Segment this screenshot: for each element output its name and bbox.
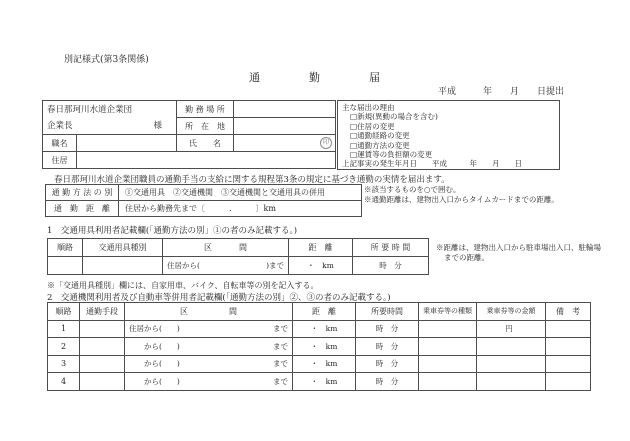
t2-row3-means-cell[interactable] <box>80 355 125 373</box>
t2-row4-no: 4 <box>48 373 80 391</box>
t2-col-route-order: 順路 <box>48 303 80 321</box>
location-input-cell[interactable] <box>234 118 336 135</box>
t2-row4-amount-cell[interactable] <box>477 373 546 391</box>
fact-occurrence-date-line: 上記事実の発生年月日 平成 年 月 日 <box>342 159 522 169</box>
t1-distance-note: ※距離は、建物出入口から駐車場出入口、駐輪場までの距離。 <box>436 243 601 262</box>
t2-row2-means-cell[interactable] <box>80 338 125 356</box>
t2-row4-distance[interactable]: ・ km <box>293 373 356 391</box>
t1-col-section-ku: 区 <box>204 243 212 252</box>
t2-row2-section-cell[interactable] <box>125 338 293 356</box>
t2-row2-section-to: まで <box>273 341 288 351</box>
t2-row1-section-cell[interactable] <box>125 320 293 338</box>
reason-checkbox-route-change[interactable]: □通勤経路の変更 <box>350 131 410 141</box>
submit-date-line: 平成 年 月 日提出 <box>437 87 564 97</box>
workplace-input-cell[interactable] <box>234 101 336 118</box>
note-circle-applicable: ※該当するものを○で囲む。 <box>364 185 461 194</box>
t1-distance-cell[interactable]: ・ km <box>289 257 353 275</box>
t1-col-distance: 距 離 <box>289 239 353 257</box>
t1-section-to: )まで <box>266 261 284 270</box>
t2-row2-amount-cell[interactable] <box>477 338 546 356</box>
t2-row3-section-from: から( ) <box>129 359 180 369</box>
seal-mark-icon: 印 <box>320 137 332 149</box>
reason-checkbox-new[interactable]: □新規(異動の場合を含む) <box>350 112 438 122</box>
reason-checkbox-residence-change[interactable]: □住居の変更 <box>350 121 395 131</box>
t1-section-from: 住居から( <box>167 261 200 270</box>
t2-row3-section-to: まで <box>273 359 288 369</box>
t2-row1-amount-cell[interactable]: 円 <box>477 320 546 338</box>
t2-row3-remarks-cell[interactable] <box>546 355 591 373</box>
t2-row3-time[interactable]: 時 分 <box>356 355 419 373</box>
addressee-cell <box>43 101 177 135</box>
org-name: 春日那珂川水道企業団 <box>47 105 133 115</box>
workplace-label: 勤 務 場 所 <box>177 101 234 118</box>
t2-row2-time[interactable]: 時 分 <box>356 338 419 356</box>
table-row <box>48 320 591 338</box>
t2-row3-no: 3 <box>48 355 80 373</box>
t2-row3-ticket-type-cell[interactable] <box>419 355 477 373</box>
addressee-name-table <box>42 100 336 169</box>
t2-row1-time[interactable]: 時 分 <box>356 320 419 338</box>
t2-row2-remarks-cell[interactable] <box>546 338 591 356</box>
t2-row1-remarks-cell[interactable] <box>546 320 591 338</box>
form-style-annotation: 別記様式(第3条関係) <box>64 55 149 65</box>
residence-input-cell[interactable] <box>77 152 336 169</box>
t1-col-required-time: 所 要 時 間 <box>353 239 429 257</box>
t2-row3-amount-cell[interactable] <box>477 355 546 373</box>
t2-col-required-time: 所要時間 <box>356 303 419 321</box>
jobtitle-label: 職名 <box>43 135 77 152</box>
commute-distance-value[interactable]: 住居から勤務先まで〔 . 〕km <box>119 201 362 217</box>
t2-row1-ticket-type-cell[interactable] <box>419 320 477 338</box>
table-row <box>48 355 591 373</box>
table-row <box>48 373 591 391</box>
t2-col-ticket-amount: 乗車券等の金額 <box>477 303 546 321</box>
note-commute-distance: ※通勤距離は、建物出入口からタイムカードまでの距離。 <box>364 194 559 204</box>
t2-col-section <box>125 303 293 321</box>
t1-vehicle-type-note: ※「交通用具種別」欄には、自家用車、バイク、自転車等の別を記入する。 <box>47 281 319 290</box>
method-notes <box>364 185 592 204</box>
report-reason-box <box>337 100 560 170</box>
honorific: 様 <box>153 121 162 131</box>
name-input-cell[interactable] <box>234 135 336 152</box>
reason-checkbox-fare-change[interactable]: □運賃等の負担額の変更 <box>350 150 433 160</box>
t2-row4-section-from: から( ) <box>129 376 180 386</box>
name-label: 氏 名 <box>177 135 234 152</box>
t2-row2-section-from: から( ) <box>129 341 180 351</box>
t2-row4-section-cell[interactable] <box>125 373 293 391</box>
vehicle-users-table <box>47 238 429 275</box>
method-type-label: 通 勤 方 法 の 別 <box>46 185 119 201</box>
t2-row4-means-cell[interactable] <box>80 373 125 391</box>
t2-row1-section-from: 住居から( ) <box>129 324 180 334</box>
t2-row3-distance[interactable]: ・ km <box>293 355 356 373</box>
t2-row1-no: 1 <box>48 320 80 338</box>
t2-row4-time[interactable]: 時 分 <box>356 373 419 391</box>
declaration-sentence: 春日那珂川水道企業団職員の通勤手当の支給に関する規程第3条の規定に基づき通勤の実情を届出ます。 <box>54 175 450 185</box>
t2-row1-means-cell[interactable] <box>80 320 125 338</box>
form-title: 通 勤 届 <box>249 71 381 84</box>
transport-users-table <box>47 302 591 391</box>
t2-row3-section-cell[interactable] <box>125 355 293 373</box>
t2-row4-section-to: まで <box>273 376 288 386</box>
commute-method-table <box>45 184 362 217</box>
t2-row2-no: 2 <box>48 338 80 356</box>
t1-section-cell[interactable] <box>163 257 289 275</box>
method-type-options[interactable]: ①交通用具 ②交通機関 ③交通機関と交通用具の併用 <box>119 185 362 201</box>
section2-heading: 2 交通機関利用者及び自動車等併用者記載欄(「通勤方法の別」②、③の者のみ記載する。) <box>47 293 391 303</box>
jobtitle-input-cell[interactable] <box>77 135 177 152</box>
t2-col-distance: 距 離 <box>293 303 356 321</box>
t2-row2-ticket-type-cell[interactable] <box>419 338 477 356</box>
t1-col-vehicle-type: 交通用具種別 <box>83 239 163 257</box>
t2-col-ticket-type: 乗車券等の種類 <box>419 303 477 321</box>
t2-row4-remarks-cell[interactable] <box>546 373 591 391</box>
commute-distance-label: 通 勤 距 離 <box>46 201 119 217</box>
section1-heading: 1 交通用具利用者記載欄(「通勤方法の別」①の者のみ記載する。) <box>47 226 298 236</box>
reason-checkbox-method-change[interactable]: □通勤方法の変更 <box>350 140 410 150</box>
org-head-title: 企業長 <box>47 121 73 131</box>
t2-row4-ticket-type-cell[interactable] <box>419 373 477 391</box>
t1-vehicle-type-cell[interactable] <box>83 257 163 275</box>
t2-row1-distance[interactable]: ・ km <box>293 320 356 338</box>
reason-title: 主な届出の理由 <box>342 103 395 112</box>
t1-route-order-cell[interactable] <box>48 257 83 275</box>
t1-col-section-kan: 間 <box>239 243 247 252</box>
t1-time-cell[interactable]: 時 分 <box>353 257 429 275</box>
t2-col-section-ku: 区 <box>180 306 188 316</box>
table-row <box>48 338 591 356</box>
t1-col-route-order: 順路 <box>48 239 83 257</box>
t2-col-section-kan: 間 <box>229 306 237 316</box>
t2-row2-distance[interactable]: ・ km <box>293 338 356 356</box>
t2-col-remarks: 備 考 <box>546 303 591 321</box>
t1-col-section <box>163 239 289 257</box>
residence-label: 住居 <box>43 152 77 169</box>
t2-col-means: 通勤手段 <box>80 303 125 321</box>
t2-row1-section-to: まで <box>273 324 288 334</box>
location-label: 所 在 地 <box>177 118 234 135</box>
